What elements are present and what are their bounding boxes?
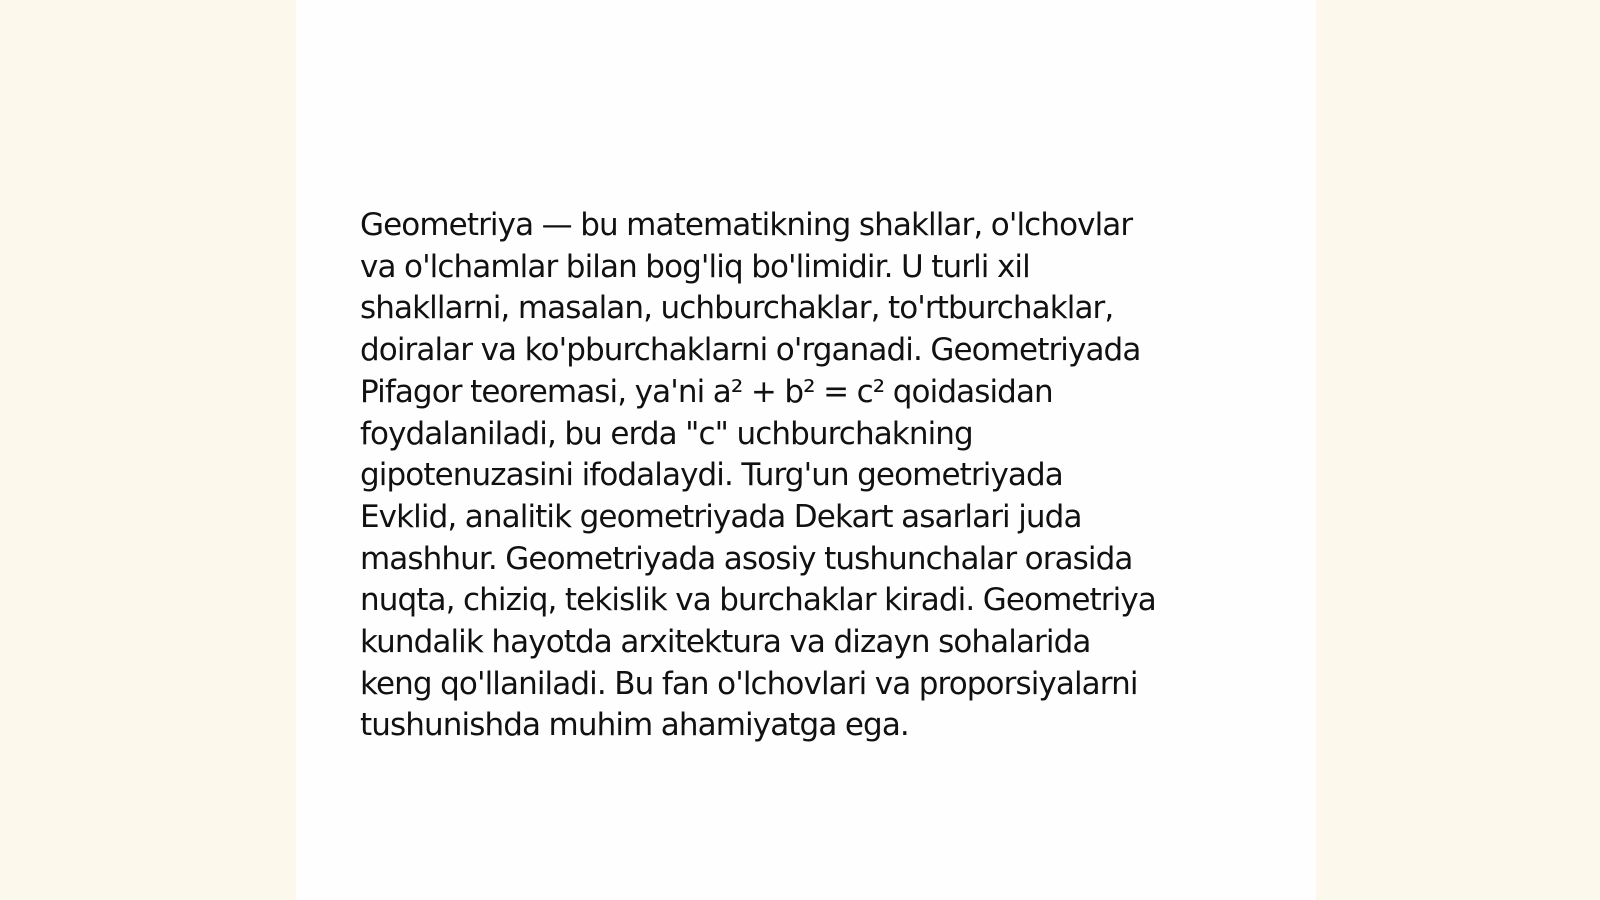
paragraph-line: Evklid, analitik geometriyada Dekart asarlari juda (360, 498, 1082, 535)
paragraph-line: Pifagor teoremasi, ya'ni a² + b² = c² qoidasidan (360, 373, 1053, 410)
paragraph-line: Geometriya — bu matematikning shakllar, o'lchovlar (360, 207, 1133, 243)
paragraph-line: mashhur. Geometriyada asosiy tushunchalar orasida (360, 540, 1133, 577)
paragraph-line: foydalaniladi, bu erda "c" uchburchakning (360, 415, 973, 452)
document-page (296, 0, 1316, 900)
paragraph-line: va o'lchamlar bilan bog'liq bo'limidir. U turli xil (360, 248, 1030, 285)
paragraph-line: kundalik hayotda arxitektura va dizayn sohalarida (360, 624, 1091, 661)
paragraph-line: gipotenuzasini ifodalaydi. Turg'un geometriyada (360, 457, 1063, 494)
paragraph-line: nuqta, chiziq, tekislik va burchaklar kiradi. Geometriya (360, 582, 1156, 619)
paragraph-line: tushunishda muhim ahamiyatga ega. (360, 707, 909, 744)
paragraph-line: keng qo'llaniladi. Bu fan o'lchovlari va proporsiyalarni (360, 665, 1138, 702)
paragraph-line: shakllarni, masalan, uchburchaklar, to'rtburchaklar, (360, 290, 1114, 327)
body-paragraph (360, 205, 1260, 747)
paragraph-line: doiralar va ko'pburchaklarni o'rganadi. Geometriyada (360, 332, 1141, 369)
